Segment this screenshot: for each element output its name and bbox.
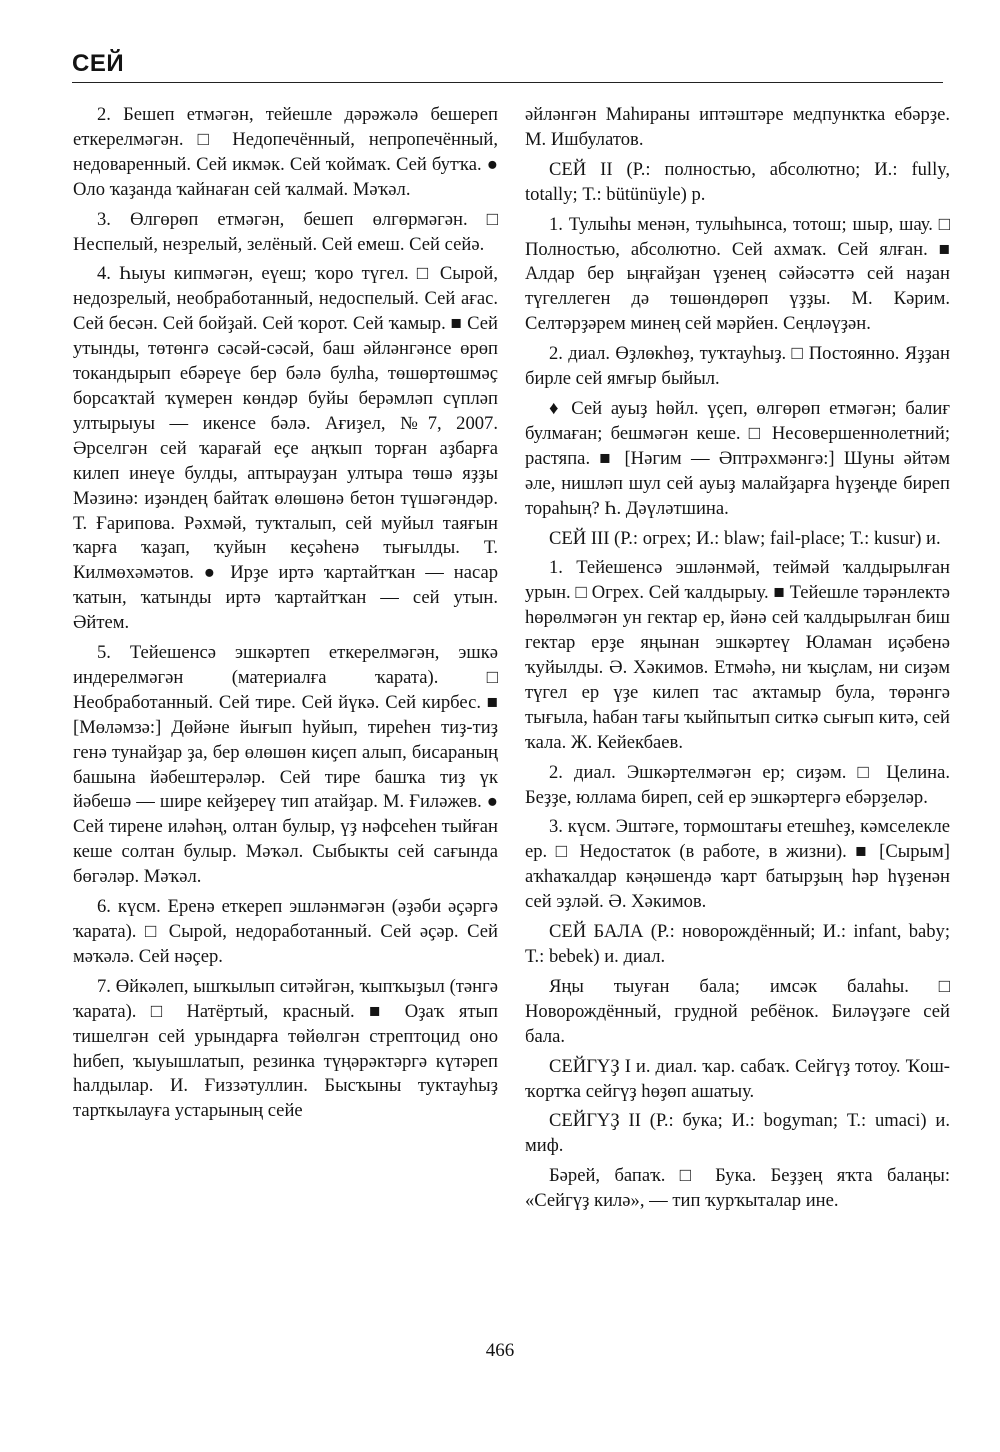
entry-paragraph: 2. диал. Эшкәртелмәгән ер; сиҙәм. □ Целина. Беҙҙе, юллама биреп, сей ер эшкәртергә ебәрҙеләр. (525, 761, 950, 808)
entry-paragraph: ♦ Сей ауыҙ һөйл. үҫеп, өлгөрөп етмәгән; балиғ булмаған; бешмәгән кеше. □ Несовершеннолетний; растяпа. ■ [Нәгим — Әптрәхмәнгә:] Шуны әйтәм әле, нишләп шул сей ауыҙ малайҙарға һүҙеңде биреп тораһың? Һ. Дәүләтшина. (525, 397, 950, 519)
entry-paragraph: 4. Һыуы кипмәгән, еүеш; ҡоро түгел. □ Сырой, недозрелый, необработанный, недоспелый. Сей ағас. Сей бесән. Сей бойҙай. Сей ҡорот. Сей ҡамыр. ■ Сей утынды, төтөнгә сәсәй-сәсәй, баш әйләнгәнсе өрөп токандырып ебәреүе бер бәлә булһа, төшөртөшмәҫ борсаҡтай ҡүмерен көндәр буйы берәмләп сүпләп ултырыуы — икенсе бәлә. Ағиҙел, №7, 2007. Әрселгән сей ҡарағай еҫе аңҡып торған аҙбарға килеп инеүе булды, аптырауҙан ултыра төшә яҙҙы Мәзинә: иҙәндең байтаҡ өлөшөнә бетон түшәгәндәр. Т. Ғарипова. Рәхмәй, туҡталып, сей муйыл таяғын ҡарға ҡаҙап, ҡуйын кеҫәһенә тығылды. Т. Килмөхәмәтов. ● Ирҙе иртә ҡартайтҡан — насар ҡатын, ҡатынды иртә ҡартайтҡан — сей утын. Әйтем. (73, 263, 498, 634)
entry-paragraph: 7. Өйкәлеп, ышҡылып ситәйгән, ҡыпҡыҙыл (тәнгә ҡарата). □ Натёртый, красный. ■ Оҙаҡ ятып тишелгән сей урындарға төйөлгән стрептоцид оно һибеп, ҡыуышлатып, резинка түңәрәктәргә күтәреп һалдылар. И. Ғиззәтуллин. Бысҡыны туктауһыҙ тарткылауға устарының сейе (73, 975, 498, 1122)
header-rule (72, 82, 943, 83)
entry-headword: СЕЙ II (Р.: полностью, абсолютно; И.: fully, totally; Т.: bütünüyle) р. (525, 158, 950, 205)
entry-paragraph: 1. Тейешенсә эшләнмәй, теймәй ҡалдырылған урын. □ Огрех. Сей ҡалдырыу. ■ Тейешле тәрәнлектә һөрөлмәгән ун гектар ер, йәнә сей ҡалдырылған биш гектар ерҙе яңынан эшкәртеү Юламан иҫәбенә ҡуйылды. Ә. Хәкимов. Етмәһә, ни ҡыҫлам, ни сиҙәм түгел ер үҙе килеп тас аҡтамыр була, төрәнгә тығыла, һабан тағы ҡыйпытып ситкә сығып китә, сей ҡала. Ж. Кейекбаев. (525, 557, 950, 753)
entry-paragraph: 5. Тейешенсә эшкәртеп еткерелмәгән, эшкә индерелмәгән (материалға ҡарата). □ Необработанный. Сей тире. Сей йүкә. Сей кирбес. ■ [Мөләмзә:] Дөйәне йығып һуйып, тиреһен тиҙ-тиҙ генә тунайҙар ҙа, бер өлөшөн киҫеп алып, бисараның башына йәбештерәләр. Сей тире башҡа тиҙ үк йәбешә — шире кейҙереү тип атайҙар. М. Ғиләжев. ● Сей тирене иләһәң, олтан булыр, үҙ нәфсеһен тыйған кеше солтан булыр. Мәҡәл. Сыбыкты сей сағында бөгәләр. Мәҡәл. (73, 642, 498, 888)
entry-paragraph: Бәрей, бапаҡ. □ Бука. Беҙҙең яҡта балаңы: «Сейгүҙ килә», — тип ҡурҡыталар ине. (525, 1165, 950, 1212)
entry-headword: СЕЙГҮҘ I и. диал. ҡар. сабаҡ. Сейгүҙ тотоу. Ҡош-ҡортҡа сейгүҙ һөҙөп ашатыу. (525, 1055, 950, 1102)
entry-headword: СЕЙ БАЛА (Р.: новорождённый; И.: infant, baby; Т.: bebek) и. диал. (525, 921, 950, 967)
entry-paragraph: 1. Тулыһы менән, тулыһынса, тотош; шыр, шау. □ Полностью, абсолютно. Сей ахмаҡ. Сей ялған. ■ Алдар бер ыңғайҙан үҙенең сәйәсәттә сей наҙан түгеллеген дә төшөндөрөп үҙҙы. М. Кәрим. Селтәрҙәрем минең сей мәрйен. Сеңләүҙән. (525, 213, 950, 335)
running-head: СЕЙ (72, 50, 125, 77)
left-column (73, 103, 498, 1129)
page-number: 466 (485, 1340, 515, 1361)
entry-paragraph: 2. диал. Өҙлөкһөҙ, туҡтауһыҙ. □ Постоянно. Яҙҙан бирле сей ямғыр быйыл. (525, 343, 950, 390)
entry-paragraph: 2. Бешеп етмәгән, тейешле дәрәжәлә бешереп еткерелмәгән. □ Недопечённый, непропечённый, недоваренный. Сей икмәк. Сей ҡоймаҡ. Сей бутҡа. ● Оло ҡаҙанда ҡайнаған сей ҡалмай. Мәҡәл. (73, 104, 498, 200)
entry-paragraph: әйләнгән Маһираны иптәштәре медпунктка ебәрҙе. М. Ишбулатов. (525, 104, 950, 150)
entry-paragraph: 3. күсм. Эштәге, тормоштағы етешһеҙ, кәмселекле ер. □ Недостаток (в работе, в жизни). ■ [Сырым] аҡһаҡалдар кәңәшендә ҡарт батырҙың һәр һүҙенән сей эҙләй. Ә. Хәкимов. (525, 816, 950, 913)
right-column (525, 103, 950, 1219)
entry-paragraph: Яңы тыуған бала; имсәк балаһы. □ Новорождённый, грудной ребёнок. Биләүҙәге сей бала. (525, 975, 950, 1047)
entry-headword: СЕЙ III (Р.: огрех; И.: blaw; fail-place; Т.: kusur) и. (549, 527, 941, 549)
entry-paragraph: 3. Өлгөрөп етмәгән, бешеп өлгөрмәгән. □ Неспелый, незрелый, зелёный. Сей емеш. Сей сейә. (73, 208, 498, 255)
entry-paragraph: 6. күсм. Еренә еткереп эшләнмәгән (әҙәби әҫәргә ҡарата). □ Сырой, недоработанный. Сей әҫәр. Сей мәҡәлә. Сей нәҫер. (73, 896, 498, 967)
entry-headword: СЕЙГҮҘ II (Р.: бука; И.: bogyman; Т.: umaci) и. миф. (525, 1110, 950, 1157)
